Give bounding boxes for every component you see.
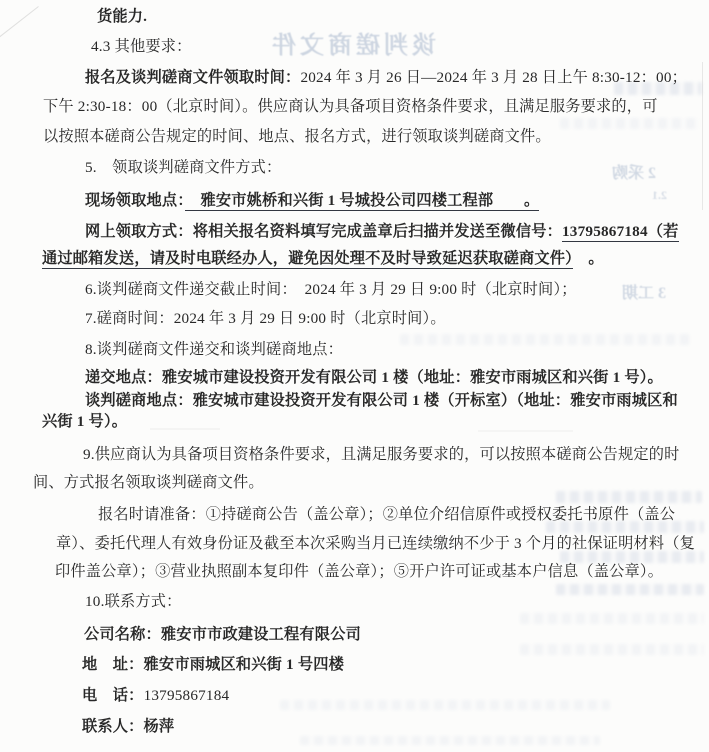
bleedthrough-smudge <box>400 334 690 345</box>
text: 10.联系方式： <box>85 593 182 610</box>
scan-crease-line <box>0 6 39 39</box>
text: 9.供应商认为具备项目资格条件要求，且满足服务要求的，可以按照本磋商公告规定的时 <box>83 446 680 463</box>
text: 货能力. <box>97 8 148 25</box>
text: 兴街 1 号）。 <box>42 413 128 430</box>
text: 章）、委托代理人有效身份证及截至本次采购当月已连续缴纳不少于 3 个月的社保证明材料（复 <box>56 535 696 552</box>
line-online-pickup-2 <box>42 249 604 269</box>
label: 报名及谈判磋商文件领取时间： <box>85 69 301 86</box>
label: 现场领取地点： <box>85 192 186 209</box>
scan-edge-line <box>702 62 703 210</box>
bleedthrough-smudge <box>300 736 600 745</box>
scan-smear <box>150 428 220 430</box>
text: 报名时请准备：①持磋商公告（盖公章）；②单位介绍信原件或授权委托书原件（盖公 <box>98 506 676 523</box>
bleedthrough-smudge <box>520 644 704 655</box>
bleedthrough-smudge <box>560 118 700 129</box>
line-submission-address <box>85 368 663 388</box>
line-negotiation-address-2 <box>42 412 127 432</box>
section-10-heading <box>85 592 182 612</box>
section-6-deadline <box>85 280 577 300</box>
line-signup-materials-2 <box>56 534 695 554</box>
text: 6.谈判磋商文件递交截止时间： 2024 年 3 月 29 日 9:00 时（北京时间）； <box>85 281 577 298</box>
text: 8.谈判磋商文件递交和谈判磋商地点： <box>85 341 343 358</box>
line-company-address <box>82 655 344 675</box>
line-signup-materials-1 <box>98 505 675 525</box>
text: 2024 年 3 月 26 日—2024 年 3 月 28 日上午 8:30-12：00； <box>300 69 688 86</box>
bleedthrough-heading: 2.1 <box>652 188 667 202</box>
text: 间、方式报名领取谈判磋商文件。 <box>33 474 264 491</box>
line-capability-tail <box>97 7 147 27</box>
text: 印件盖公章）；③营业执照副本复印件（盖公章）；⑤开户许可证或基本户信息（盖公章）。 <box>55 563 664 580</box>
line-phone <box>82 686 229 706</box>
section-5-heading <box>85 158 281 178</box>
text: 。 <box>572 250 604 267</box>
underlined-wechat-number: 13795867184（若 <box>562 223 679 240</box>
line-negotiation-address-1 <box>85 391 678 411</box>
line-signup-time-3 <box>43 127 551 147</box>
line-signup-time-1 <box>85 68 687 88</box>
scan-smear <box>478 430 573 432</box>
section-8-heading <box>85 340 343 360</box>
section-7-negotiation-time <box>85 309 446 329</box>
bleedthrough-smudge <box>556 491 702 503</box>
line-signup-time-2 <box>43 97 658 117</box>
text: 下午 2:30-18：00（北京时间）。供应商认为具备项目资格条件要求，且满足服务要求的，可 <box>43 98 658 115</box>
line-signup-materials-3 <box>55 562 663 582</box>
text: 地 址：雅安市雨城区和兴街 1 号四楼 <box>82 656 344 673</box>
section-9-line-1 <box>83 445 680 465</box>
bleedthrough-smudge <box>520 613 704 624</box>
line-online-pickup-1 <box>85 222 679 242</box>
section-4-3-heading <box>91 37 192 57</box>
text: 5. 领取谈判磋商文件方式： <box>85 159 282 176</box>
bleedthrough-smudge <box>556 584 704 595</box>
text: 公司名称：雅安市市政建设工程有限公司 <box>84 626 361 643</box>
underlined-address: 雅安市姚桥和兴街 1 号城投公司四楼工程部 。 <box>185 192 540 209</box>
text: 4.3 其他要求： <box>91 38 192 55</box>
line-company-name <box>84 625 361 645</box>
label: 电 话： <box>82 687 144 704</box>
text: 以按照本磋商公告规定的时间、地点、报名方式，进行领取谈判磋商文件。 <box>43 128 551 145</box>
line-contact-person <box>82 717 174 737</box>
bleedthrough-smudge <box>280 700 610 710</box>
text: 7.磋商时间：2024 年 3 月 29 日 9:00 时（北京时间）。 <box>85 310 446 327</box>
bleedthrough-heading: 3 工期 <box>622 285 667 302</box>
bleedthrough-heading: 2 采购 <box>612 165 657 182</box>
phone-number: 13795867184 <box>143 687 230 704</box>
bleedthrough-title: 谈判磋商文件 <box>268 33 436 59</box>
text: 联系人：杨萍 <box>82 718 175 735</box>
line-onsite-pickup <box>85 191 539 211</box>
text: 谈判磋商地点：雅安城市建设投资开发有限公司 1 楼（开标室）（地址：雅安市雨城区和 <box>85 392 678 409</box>
underlined-note: 通过邮箱发送，请及时电联经办人，避免因处理不及时导致延迟获取磋商文件） <box>42 250 573 267</box>
text: 递交地点：雅安城市建设投资开发有限公司 1 楼（地址：雅安市雨城区和兴街 1 号）。 <box>85 369 663 386</box>
section-9-line-2 <box>33 473 264 493</box>
text: 网上领取方式：将相关报名资料填写完成盖章后扫描并发送至微信号： <box>85 223 563 240</box>
